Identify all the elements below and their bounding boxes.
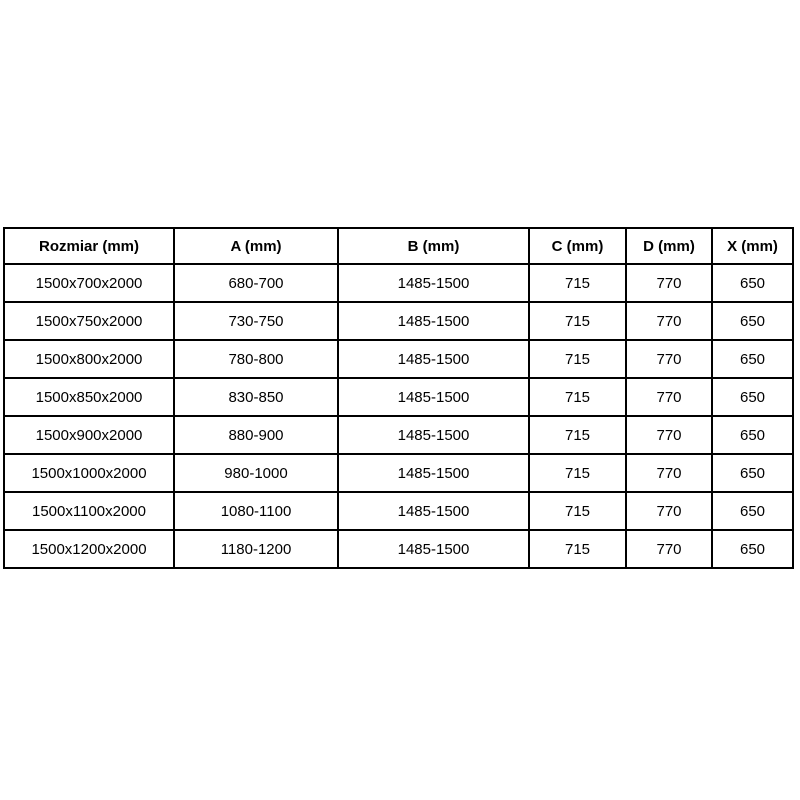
table-cell: 715 [529,492,626,530]
header-cell-rozmiar: Rozmiar (mm) [4,228,174,264]
table-cell: 1485-1500 [338,416,529,454]
table-cell: 1485-1500 [338,454,529,492]
table-cell: 1485-1500 [338,340,529,378]
header-cell-a: A (mm) [174,228,338,264]
table-cell: 650 [712,492,793,530]
table-cell: 650 [712,302,793,340]
table-cell: 770 [626,264,712,302]
table-cell: 1080-1100 [174,492,338,530]
table-cell: 1500x800x2000 [4,340,174,378]
dimension-table-container [3,227,794,569]
table-cell: 1485-1500 [338,378,529,416]
table-cell: 830-850 [174,378,338,416]
table-cell: 680-700 [174,264,338,302]
table-row [4,378,793,416]
table-row [4,340,793,378]
table-cell: 1485-1500 [338,492,529,530]
table-header-row [4,228,793,264]
table-cell: 715 [529,530,626,568]
table-cell: 770 [626,492,712,530]
table-row [4,302,793,340]
table-row [4,530,793,568]
table-cell: 715 [529,454,626,492]
table-cell: 650 [712,454,793,492]
header-cell-b: B (mm) [338,228,529,264]
table-cell: 650 [712,530,793,568]
table-row [4,416,793,454]
table-cell: 780-800 [174,340,338,378]
table-cell: 650 [712,340,793,378]
table-cell: 650 [712,378,793,416]
table-cell: 1500x850x2000 [4,378,174,416]
table-cell: 770 [626,454,712,492]
table-cell: 770 [626,302,712,340]
table-row [4,454,793,492]
table-cell: 715 [529,264,626,302]
table-cell: 770 [626,378,712,416]
table-cell: 1485-1500 [338,530,529,568]
table-cell: 650 [712,264,793,302]
table-cell: 980-1000 [174,454,338,492]
table-cell: 1180-1200 [174,530,338,568]
table-cell: 880-900 [174,416,338,454]
table-cell: 1500x700x2000 [4,264,174,302]
table-cell: 715 [529,302,626,340]
table-row [4,264,793,302]
table-cell: 770 [626,416,712,454]
table-cell: 1500x1000x2000 [4,454,174,492]
table-cell: 1500x1100x2000 [4,492,174,530]
table-row [4,492,793,530]
table-cell: 770 [626,340,712,378]
table-cell: 1500x900x2000 [4,416,174,454]
table-cell: 1500x1200x2000 [4,530,174,568]
table-cell: 715 [529,340,626,378]
table-cell: 715 [529,416,626,454]
table-cell: 730-750 [174,302,338,340]
table-cell: 1485-1500 [338,302,529,340]
header-cell-d: D (mm) [626,228,712,264]
table-cell: 1485-1500 [338,264,529,302]
header-cell-x: X (mm) [712,228,793,264]
table-cell: 770 [626,530,712,568]
dimension-table [3,227,794,569]
table-cell: 650 [712,416,793,454]
table-body [4,264,793,568]
table-cell: 715 [529,378,626,416]
header-cell-c: C (mm) [529,228,626,264]
table-cell: 1500x750x2000 [4,302,174,340]
